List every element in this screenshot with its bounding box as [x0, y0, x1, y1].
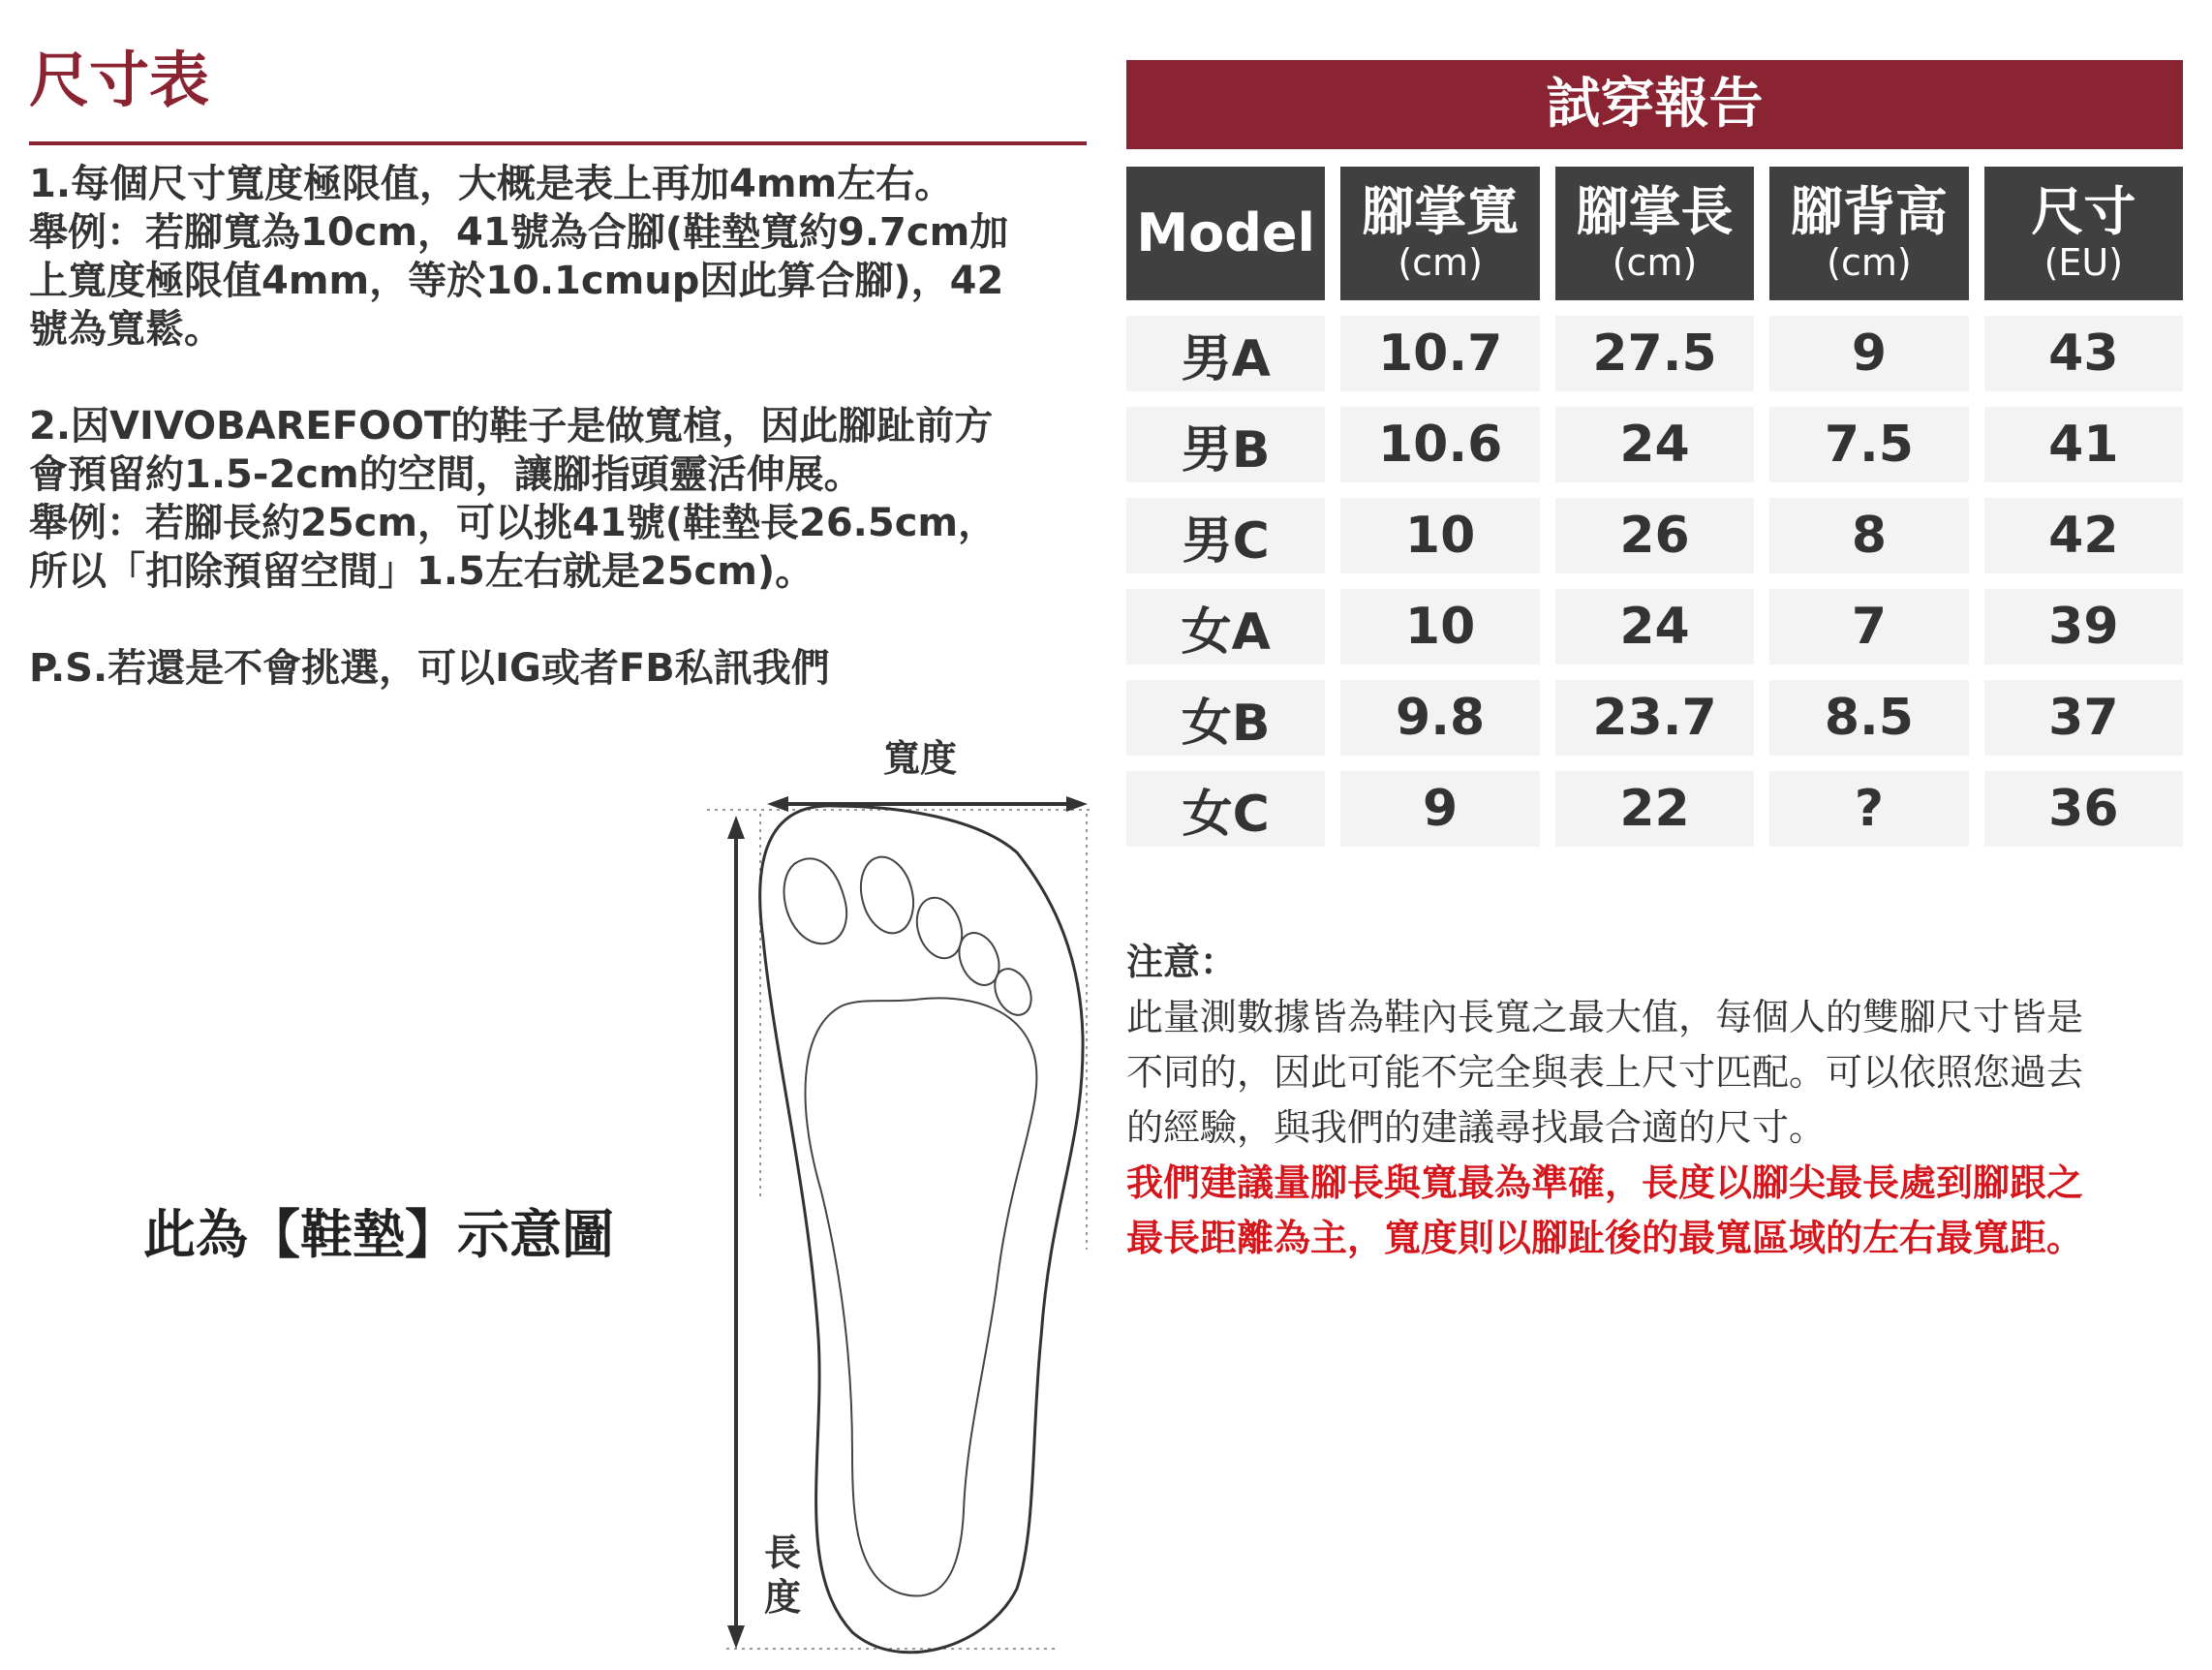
table-cell: 10.7: [1340, 316, 1539, 391]
notes-warning-line: 最長距離為主，寬度則以腳趾後的最寬區域的左右最寬距。: [1126, 1217, 2084, 1259]
instruction-line: 2.因VIVOBAREFOOT的鞋子是做寬楦，因此腳趾前方: [29, 404, 994, 448]
table-row: [1126, 589, 2183, 665]
table-cell: 22: [1555, 771, 1754, 847]
instruction-line: 號為寬鬆。: [29, 307, 223, 352]
table-row: [1126, 771, 2183, 847]
notes-section: [1126, 935, 2192, 1266]
column-header-size-eu: 尺寸 (EU): [1984, 167, 2183, 300]
table-cell: 8.5: [1769, 680, 1968, 756]
length-arrow-top-icon: [727, 816, 745, 839]
column-header-foot-length: 腳掌長 (cm): [1555, 167, 1754, 300]
table-cell: 26: [1555, 498, 1754, 573]
instruction-line: 舉例：若腳長約25cm，可以挑41號(鞋墊長26.5cm，: [29, 501, 998, 545]
column-header-instep-height: 腳背高 (cm): [1769, 167, 1968, 300]
toe-4-icon: [952, 927, 1006, 991]
instruction-line: 上寬度極限值4mm，等於10.1cmup因此算合腳)，42: [29, 259, 1004, 303]
table-cell: 23.7: [1555, 680, 1754, 756]
size-chart-title: 尺寸表: [29, 45, 210, 115]
table-row: [1126, 498, 2183, 573]
title-divider: [29, 141, 1087, 145]
table-cell: 24: [1555, 407, 1754, 482]
fitting-report-table: [1126, 167, 2183, 862]
table-cell: ?: [1769, 771, 1968, 847]
width-label: 寬度: [883, 737, 958, 780]
notes-warning-line: 我們建議量腳長與寬最為準確，長度以腳尖最長處到腳跟之: [1126, 1161, 2084, 1204]
toe-5-icon: [988, 963, 1038, 1021]
footprint-outline-icon: [806, 998, 1037, 1595]
column-header-foot-width: 腳掌寬 (cm): [1340, 167, 1539, 300]
length-label: 長 度: [763, 1531, 801, 1619]
table-row: [1126, 316, 2183, 391]
table-row: [1126, 680, 2183, 756]
instruction-line: 所以「扣除預留空間」1.5左右就是25cm)。: [29, 549, 814, 594]
table-cell: 10.6: [1340, 407, 1539, 482]
ps-note: P.S.若還是不會挑選，可以IG或者FB私訊我們: [29, 646, 830, 691]
sizing-instructions: [29, 160, 1094, 693]
table-cell: 9.8: [1340, 680, 1539, 756]
instruction-line: 1.每個尺寸寬度極限值，大概是表上再加4mm左右。: [29, 162, 954, 206]
notes-line: 此量測數據皆為鞋內長寬之最大值，每個人的雙腳尺寸皆是: [1126, 996, 2084, 1038]
toe-3-icon: [909, 892, 969, 964]
model-cell: 女B: [1126, 680, 1325, 756]
table-cell: 7.5: [1769, 407, 1968, 482]
table-cell: 8: [1769, 498, 1968, 573]
model-cell: 男C: [1126, 498, 1325, 573]
table-cell: 24: [1555, 589, 1754, 665]
table-cell: 10: [1340, 498, 1539, 573]
table-cell: 9: [1769, 316, 1968, 391]
notes-heading: 注意：: [1126, 941, 1238, 983]
model-cell: 女A: [1126, 589, 1325, 665]
insole-outline-icon: [760, 806, 1083, 1653]
table-row: [1126, 407, 2183, 482]
model-cell: 男A: [1126, 316, 1325, 391]
insole-diagram: [707, 736, 1094, 1666]
instruction-line: 會預留約1.5-2cm的空間，讓腳指頭靈活伸展。: [29, 452, 863, 497]
table-cell: 41: [1984, 407, 2183, 482]
diagram-caption: 此為【鞋墊】示意圖: [143, 1204, 614, 1265]
model-cell: 女C: [1126, 771, 1325, 847]
table-cell: 42: [1984, 498, 2183, 573]
table-header-row: [1126, 167, 2183, 300]
instruction-line: 舉例：若腳寬為10cm，41號為合腳(鞋墊寬約9.7cm加: [29, 210, 1009, 255]
table-cell: 39: [1984, 589, 2183, 665]
fitting-report-title: 試穿報告: [1126, 60, 2183, 149]
table-cell: 10: [1340, 589, 1539, 665]
big-toe-icon: [784, 858, 847, 943]
table-cell: 37: [1984, 680, 2183, 756]
table-cell: 36: [1984, 771, 2183, 847]
notes-line: 不同的，因此可能不完全與表上尺寸匹配。可以依照您過去: [1126, 1051, 2084, 1094]
column-header-model: Model: [1126, 167, 1325, 300]
width-arrow-right-icon: [1066, 796, 1088, 812]
length-arrow-bottom-icon: [727, 1625, 745, 1649]
table-cell: 43: [1984, 316, 2183, 391]
toe-2-icon: [853, 851, 921, 939]
notes-line: 的經驗，與我們的建議尋找最合適的尺寸。: [1126, 1106, 1827, 1149]
table-cell: 7: [1769, 589, 1968, 665]
table-cell: 27.5: [1555, 316, 1754, 391]
model-cell: 男B: [1126, 407, 1325, 482]
table-cell: 9: [1340, 771, 1539, 847]
